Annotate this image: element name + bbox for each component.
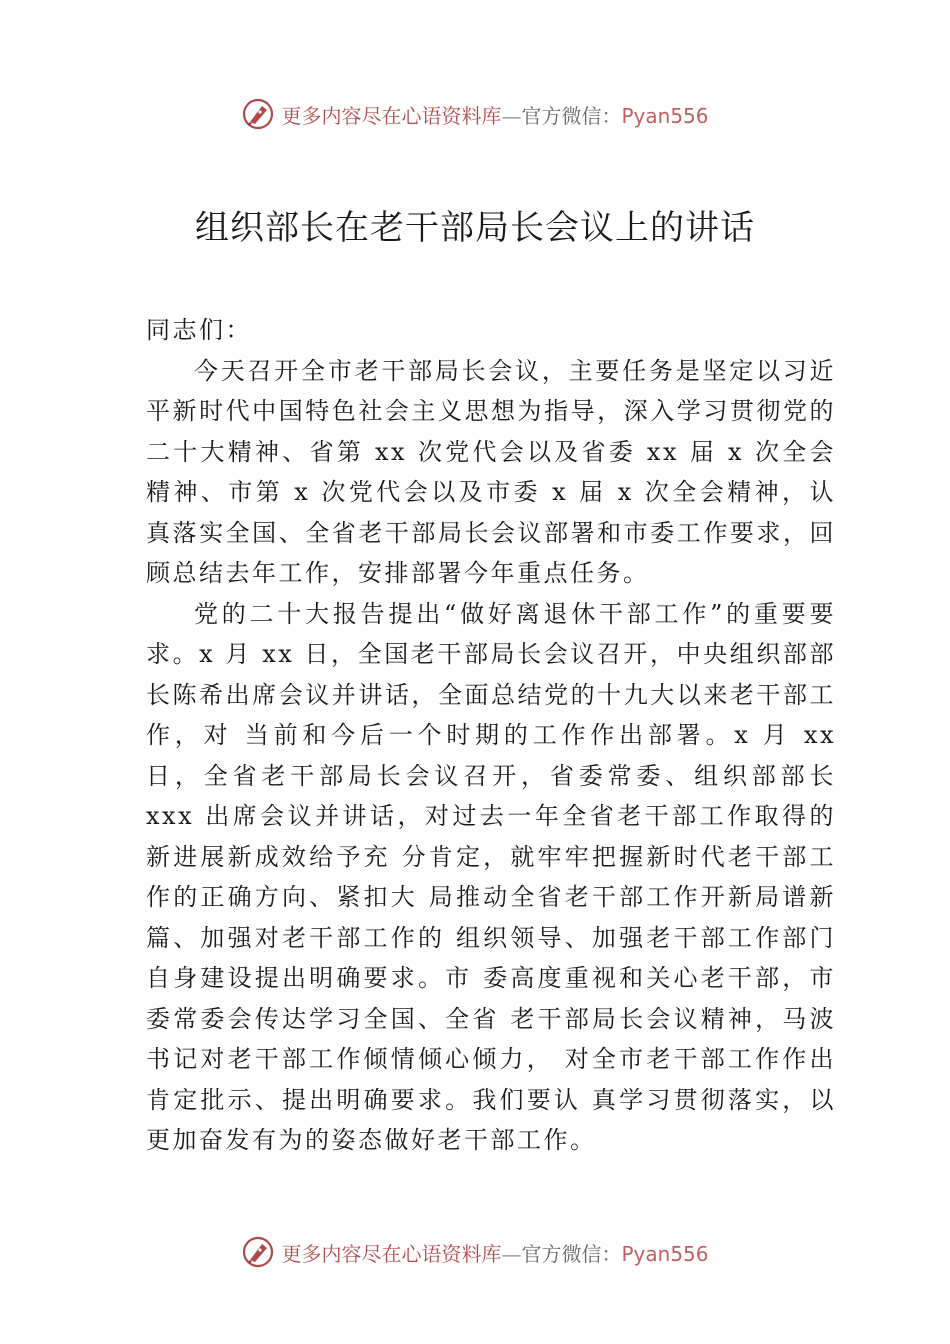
paragraph-1: 今天召开全市老干部局长会议，主要任务是坚定以习近平新时代中国特色社会主义思想为指导，深入学习贯彻党的二十大精神、省第 xx 次党代会以及省委 xx 届 x 次全会精神、市第 x 次党代会以及市委 x 届 x 次全会精神，认真落实全国、全省老干部局长会议部署和市委工作要求，回顾总结去年工作，安排部署今年重点任务。 (146, 356, 836, 587)
banner-slogan: 更多内容尽在心语资料库 (281, 103, 502, 128)
document-title: 组织部长在老干部局长会议上的讲话 (195, 208, 755, 248)
header-banner (0, 94, 950, 134)
banner-wechat-label: 官方微信： (521, 103, 622, 128)
banner-wechat-label: 官方微信： (521, 1241, 622, 1266)
banner-wechat-id: Pyan556 (621, 103, 709, 128)
salutation: 同志们： (146, 316, 252, 344)
paragraph-2: 党的二十大报告提出“做好离退休干部工作”的重要要求。x 月 xx 日，全国老干部局长会议召开，中央组织部部长陈希出席会议并讲话，全面总结党的十九大以来老干部工作，对 当前和今后一个时期的工作作出部署。x 月 xx 日，全省老干部局长会议召开，省委常委、组织部部长 xxx 出席会议并讲话，对过去一年全省老干部工作取得的新进展新成效给予充 分肯定，就牢牢把握新时代老干部工作的正确方向、紧扣大 局推动全省老干部工作开新局谱新篇、加强对老干部工作的 组织领导、加强老干部工作部门自身建设提出明确要求。市 委高度重视和关心老干部，市委常委会传达学习全国、全省 老干部局长会议精神，马波书记对老干部工作倾情倾心倾力， 对全市老干部工作作出肯定批示、提出明确要求。我们要认 真学习贯彻落实，以更加奋发有为的姿态做好老干部工作。 (146, 599, 836, 1154)
pen-nib-logo-icon (241, 1235, 275, 1269)
document-body (146, 310, 836, 1161)
banner-separator: — (501, 103, 522, 128)
banner-text (281, 100, 708, 129)
pen-nib-logo-icon (241, 97, 275, 131)
footer-banner (0, 1232, 950, 1272)
banner-wechat-id: Pyan556 (621, 1241, 709, 1266)
banner-separator: — (501, 1241, 522, 1266)
banner-text (281, 1238, 708, 1267)
banner-slogan: 更多内容尽在心语资料库 (281, 1241, 502, 1266)
